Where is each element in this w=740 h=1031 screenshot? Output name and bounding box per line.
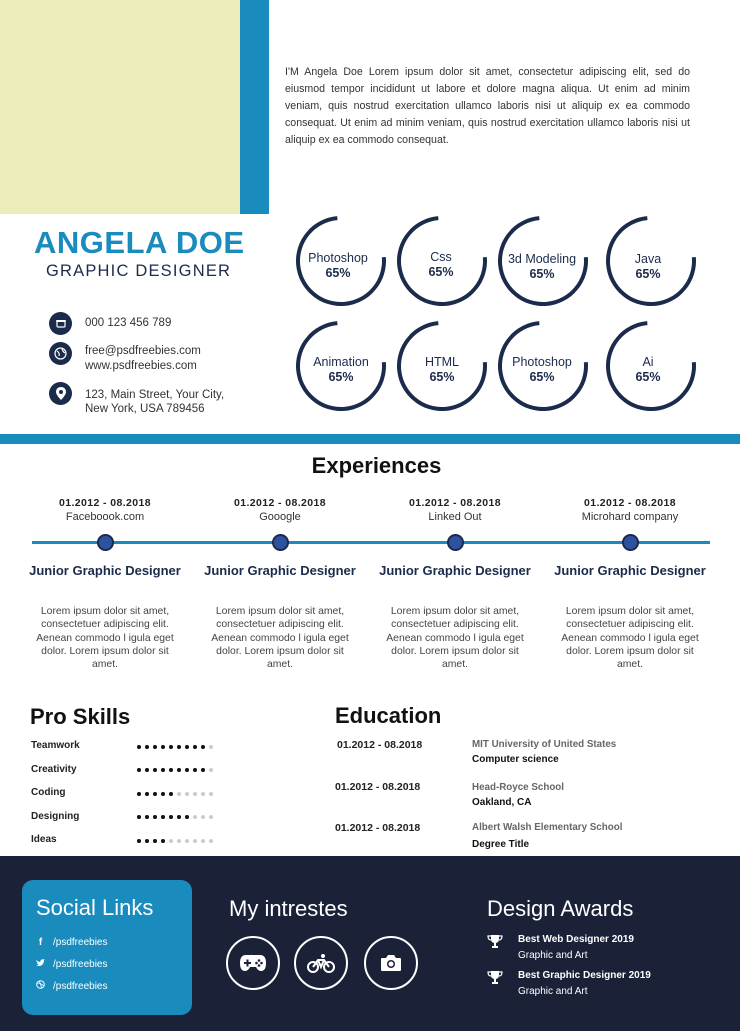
rating-dot-filled (145, 745, 149, 749)
exp-title-4: Junior Graphic Designer (554, 563, 706, 578)
exp-company: Linked Out (428, 511, 482, 523)
rating-dot-filled (185, 768, 189, 772)
timeline-dot (447, 534, 464, 551)
exp-desc-1: Lorem ipsum dolor sit amet, consectetuer adipiscing elit. Aenean commodo l igula eget dolor. Lorem ipsum dolor sit amet. (36, 606, 174, 671)
pro-skill-dots (137, 745, 213, 749)
contact-address-line1: 123, Main Street, Your City, (85, 389, 225, 401)
accent-bar (240, 0, 269, 214)
exp-desc-2: Lorem ipsum dolor sit amet, consectetuer adipiscing elit. Aenean commodo l igula eget dolor. Lorem ipsum dolor sit amet. (211, 606, 349, 671)
skill-name: Photoshop (512, 355, 572, 369)
rating-dot-empty (201, 839, 205, 843)
education-heading: Education (335, 703, 442, 728)
skill-name: Animation (313, 355, 369, 369)
dribbble-icon (36, 980, 45, 992)
skill-value: 65% (635, 267, 661, 281)
rating-dot-filled (161, 839, 165, 843)
contact-web[interactable]: www.psdfreebies.com (85, 360, 197, 372)
exp-company: Gooogle (259, 511, 301, 523)
rating-dot-filled (145, 815, 149, 819)
exp-title-1: Junior Graphic Designer (29, 563, 181, 578)
exp-date: 01.2012 - 08.2018 (58, 497, 152, 509)
bicycle-icon (294, 936, 348, 990)
edu-school: Albert Walsh Elementary School (472, 822, 623, 833)
rating-dot-empty (193, 839, 197, 843)
exp-date: 01.2012 - 08.2018 (583, 497, 677, 509)
social-link-facebook[interactable] (36, 937, 107, 948)
skill-name: 3d Modeling (507, 252, 577, 266)
facebook-icon: f (38, 937, 43, 948)
skill-name: Css (430, 250, 452, 264)
rating-dot-empty (209, 792, 213, 796)
contact-address-line2: New York, USA 789456 (85, 403, 205, 415)
rating-dot-empty (193, 815, 197, 819)
rating-dot-filled (201, 745, 205, 749)
edu-sub: Degree Title (472, 839, 530, 850)
rating-dot-empty (201, 792, 205, 796)
award-sub: Graphic and Art (518, 950, 588, 961)
skill-value: 65% (635, 370, 661, 384)
exp-desc-3: Lorem ipsum dolor sit amet, consectetuer adipiscing elit. Aenean commodo l igula eget dolor. Lorem ipsum dolor sit amet. (386, 606, 524, 671)
contact-phone: 000 123 456 789 (85, 317, 172, 329)
skill-circle-8 (603, 355, 693, 385)
skill-value: 65% (325, 266, 351, 280)
edu-school: Head-Royce School (472, 782, 565, 793)
social-handle: /psdfreebies (53, 959, 108, 970)
pro-skill-name: Teamwork (31, 740, 80, 751)
rating-dot-empty (177, 792, 181, 796)
experience-header-2 (200, 497, 360, 523)
experience-header-1 (25, 497, 185, 523)
rating-dot-empty (209, 768, 213, 772)
pro-skill-dots (137, 768, 213, 772)
rating-dot-filled (153, 745, 157, 749)
rating-dot-filled (161, 745, 165, 749)
rating-dot-filled (169, 792, 173, 796)
rating-dot-filled (185, 745, 189, 749)
rating-dot-empty (193, 792, 197, 796)
rating-dot-filled (137, 839, 141, 843)
skill-value: 65% (529, 267, 555, 281)
trophy-icon (487, 934, 503, 963)
pro-skill-name: Designing (31, 811, 80, 822)
camera-icon (364, 936, 418, 990)
pro-skills-heading: Pro Skills (30, 704, 131, 729)
rating-dot-filled (145, 792, 149, 796)
exp-title-2: Junior Graphic Designer (204, 563, 356, 578)
award-item-2 (487, 970, 651, 999)
rating-dot-filled (201, 768, 205, 772)
globe-icon (49, 342, 72, 365)
pro-skill-dots (137, 815, 213, 819)
exp-company: Microhard company (581, 511, 679, 523)
edu-date: 01.2012 - 08.2018 (335, 822, 421, 834)
rating-dot-filled (185, 815, 189, 819)
rating-dot-filled (145, 839, 149, 843)
skill-circle-5 (296, 355, 386, 385)
rating-dot-filled (177, 745, 181, 749)
social-handle: /psdfreebies (53, 937, 108, 948)
edu-sub: Oakland, CA (472, 797, 532, 808)
pro-skill-dots (137, 792, 213, 796)
timeline-dot (272, 534, 289, 551)
exp-date: 01.2012 - 08.2018 (233, 497, 327, 509)
rating-dot-filled (177, 815, 181, 819)
skill-value: 65% (328, 370, 354, 384)
rating-dot-filled (145, 768, 149, 772)
rating-dot-filled (193, 768, 197, 772)
edu-sub: Computer science (472, 754, 559, 765)
social-handle: /psdfreebies (53, 980, 108, 992)
person-name: ANGELA DOE (34, 225, 245, 260)
interests-heading: My intrestes (229, 896, 348, 921)
award-item-1 (487, 934, 634, 963)
trophy-icon (487, 970, 503, 999)
edu-school: MIT University of United States (472, 739, 617, 750)
gamepad-icon (226, 936, 280, 990)
rating-dot-empty (185, 839, 189, 843)
job-role: GRAPHIC DESIGNER (46, 262, 232, 280)
experiences-heading: Experiences (311, 453, 442, 478)
experience-header-4 (550, 497, 710, 523)
skill-circle-6 (397, 355, 487, 385)
rating-dot-filled (177, 768, 181, 772)
rating-dot-empty (209, 815, 213, 819)
twitter-icon (36, 959, 45, 970)
experience-header-3 (375, 497, 535, 523)
pro-skill-dots (137, 839, 213, 843)
rating-dot-filled (153, 768, 157, 772)
edu-date: 01.2012 - 08.2018 (335, 781, 421, 793)
skill-value: 65% (429, 370, 455, 384)
edu-date: 01.2012 - 08.2018 (337, 739, 423, 751)
exp-date: 01.2012 - 08.2018 (408, 497, 502, 509)
rating-dot-filled (137, 815, 141, 819)
award-sub: Graphic and Art (518, 986, 588, 997)
skill-name: Java (634, 252, 662, 266)
rating-dot-empty (185, 792, 189, 796)
timeline-dot (97, 534, 114, 551)
rating-dot-filled (153, 839, 157, 843)
pro-skill-name: Coding (31, 787, 66, 798)
skill-name: Ai (642, 355, 654, 369)
intro-text: I'M Angela Doe Lorem ipsum dolor sit amet, consectetur adipiscing elit, sed do eiusmod tempor incididunt ut labore et dolore magna aliqua. Ut enim ad minim veniam, quis nostrud exercitation ullamco laboris nisi ut aliquip ex ea commodo consequat. Ut enim ad minim veniam, quis nostrud exercitation ullamco laboris nisi ut aliquip ex ea commodo consequat. (285, 66, 690, 146)
rating-dot-filled (161, 768, 165, 772)
award-title: Best Graphic Designer 2019 (518, 970, 651, 981)
social-links-heading: Social Links (36, 895, 154, 920)
exp-desc-4: Lorem ipsum dolor sit amet, consectetuer adipiscing elit. Aenean commodo l igula eget dolor. Lorem ipsum dolor sit amet. (561, 606, 699, 671)
section-divider (0, 434, 740, 444)
timeline-dot (622, 534, 639, 551)
rating-dot-empty (209, 839, 213, 843)
awards-heading: Design Awards (487, 896, 634, 921)
rating-dot-filled (169, 768, 173, 772)
skill-circle-2 (396, 250, 486, 280)
exp-company: Faceboook.com (65, 511, 145, 523)
skill-name: Photoshop (308, 251, 368, 265)
rating-dot-filled (137, 792, 141, 796)
timeline-line (32, 541, 710, 544)
skill-circle-7 (497, 355, 587, 385)
profile-photo (0, 0, 240, 214)
location-icon (49, 382, 72, 405)
skill-value: 65% (428, 265, 454, 279)
rating-dot-filled (161, 792, 165, 796)
award-title: Best Web Designer 2019 (518, 934, 634, 945)
rating-dot-empty (201, 815, 205, 819)
rating-dot-empty (177, 839, 181, 843)
social-link-twitter[interactable] (36, 959, 107, 970)
skill-circle-3 (497, 252, 587, 282)
exp-title-3: Junior Graphic Designer (379, 563, 531, 578)
pro-skill-name: Creativity (31, 764, 77, 775)
rating-dot-empty (169, 839, 173, 843)
skill-value: 65% (529, 370, 555, 384)
rating-dot-filled (169, 745, 173, 749)
skill-circle-1 (293, 251, 383, 281)
rating-dot-filled (137, 768, 141, 772)
rating-dot-empty (209, 745, 213, 749)
phone-icon (49, 312, 72, 335)
rating-dot-filled (137, 745, 141, 749)
rating-dot-filled (153, 815, 157, 819)
skill-circle-4 (603, 252, 693, 282)
skill-name: HTML (424, 355, 460, 369)
social-link-dribbble[interactable] (36, 980, 107, 992)
contact-email[interactable]: free@psdfreebies.com (85, 345, 201, 357)
rating-dot-filled (169, 815, 173, 819)
rating-dot-filled (161, 815, 165, 819)
pro-skill-name: Ideas (31, 834, 57, 845)
rating-dot-filled (193, 745, 197, 749)
rating-dot-filled (153, 792, 157, 796)
